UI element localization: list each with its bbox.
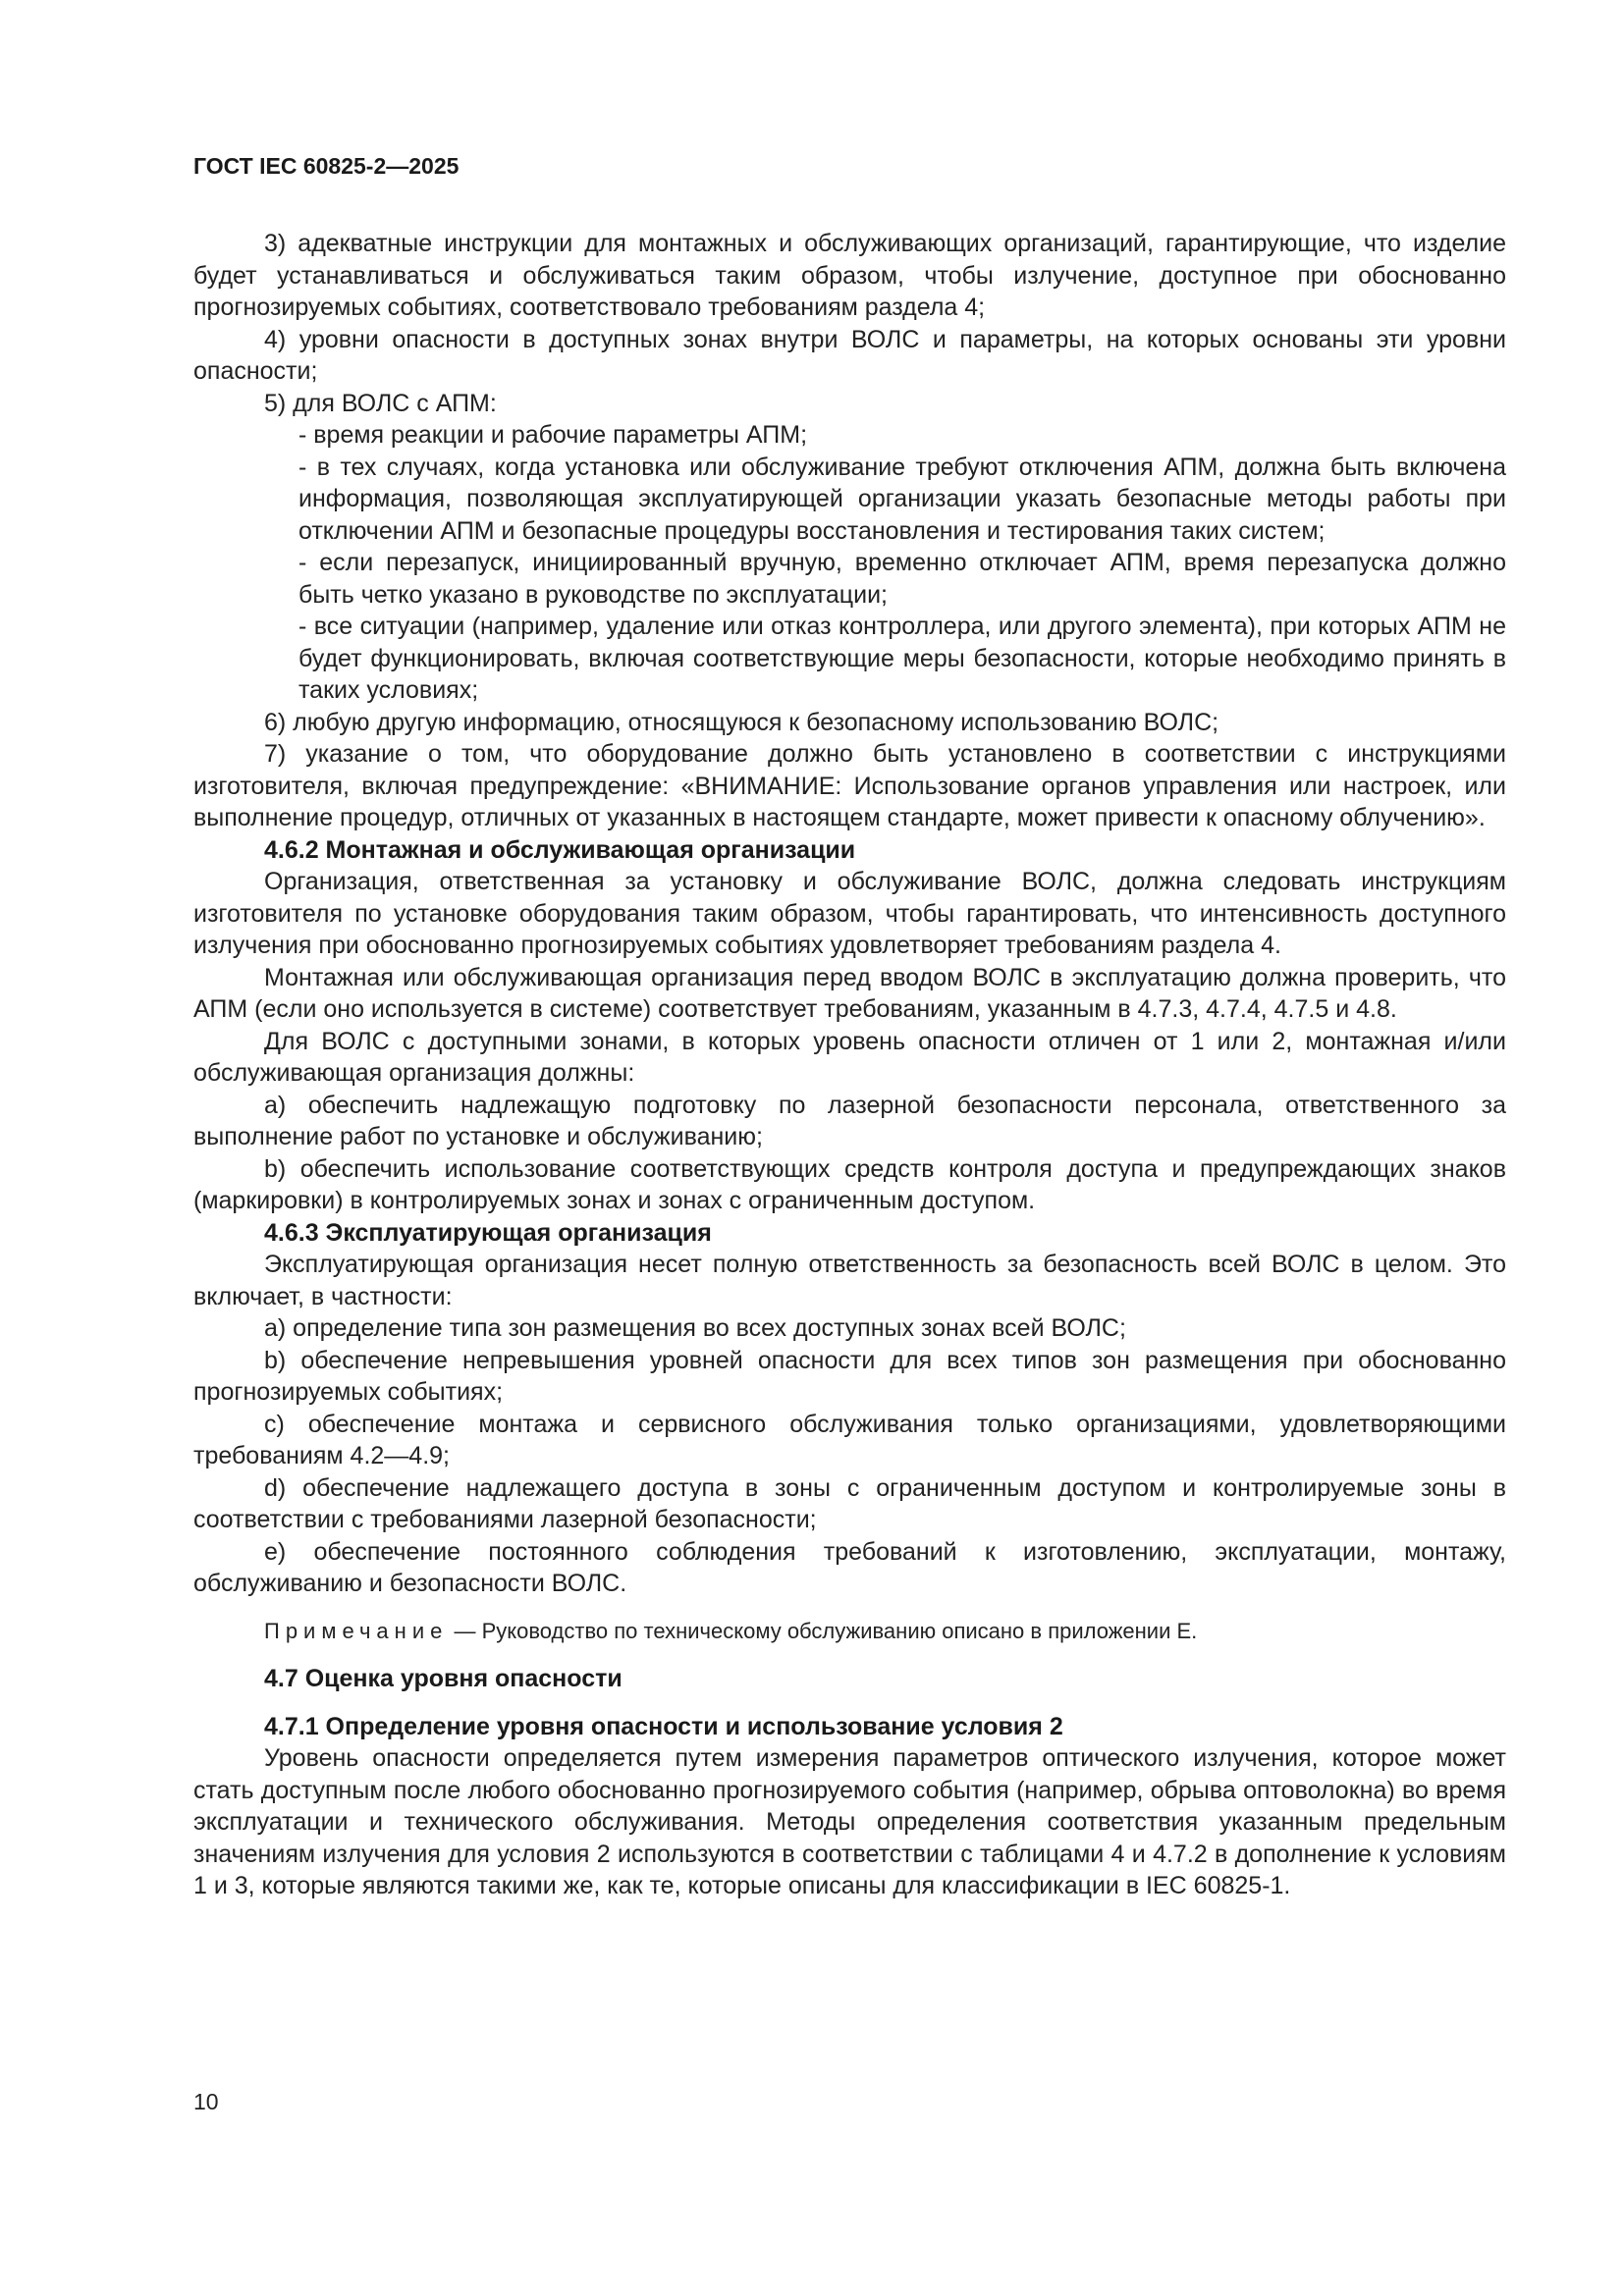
sub-list-item: - время реакции и рабочие параметры АПМ;: [298, 421, 808, 449]
paragraph: Уровень опасности определяется путем измерения параметров оптического излучения, которое может стать доступным после любого обоснованно прогнозируемого события (например, обрыва оптоволокна) во время эксплуатации и технического обслуживания. Методы определения соответствия указанным предельным значениям излучения для условия 2 используются в соответствии с таблицами 4 и 4.7.2 в дополнение к условиям 1 и 3, которые являются такими же, как те, которые описаны для классификации в IEC 60825-1.: [193, 1744, 1506, 1899]
list-item: 3) адекватные инструкции для монтажных и обслуживающих организаций, гарантирующие, что изделие будет устанавливаться и обслуживаться таким образом, чтобы излучение, доступное при обоснованно прогнозируемых событиях, соответствовало требованиям раздела 4;: [193, 230, 1506, 321]
note-text: — Руководство по техническому обслуживанию описано в приложении Е.: [448, 1618, 1198, 1643]
list-item: 4) уровни опасности в доступных зонах внутри ВОЛС и параметры, на которых основаны эти уровни опасности;: [193, 325, 1506, 385]
list-item: 6) любую другую информацию, относящуюся к безопасному использованию ВОЛС;: [264, 708, 1219, 736]
sub-list-item: - если перезапуск, инициированный вручную, временно отключает АПМ, время перезапуска должно быть четко указано в руководстве по эксплуатации;: [298, 549, 1506, 609]
document-id-header: ГОСТ IEC 60825-2—2025: [193, 153, 460, 179]
body-text: [193, 228, 1506, 1902]
list-item: b) обеспечение непревышения уровней опасности для всех типов зон размещения при обоснованно прогнозируемых событиях;: [193, 1346, 1506, 1406]
list-item: а) обеспечить надлежащую подготовку по лазерной безопасности персонала, ответственного за выполнение работ по установке и обслуживанию;: [193, 1091, 1506, 1150]
list-item: 5) для ВОЛС с АПМ:: [264, 389, 497, 417]
sub-list-item: - все ситуации (например, удаление или отказ контроллера, или другого элемента), при которых АПМ не будет функционировать, включая соответствующие меры безопасности, которые необходимо принять в таких условиях;: [298, 613, 1506, 704]
note: [193, 1616, 1506, 1648]
list-item: c) обеспечение монтажа и сервисного обслуживания только организациями, удовлетворяющими требованиям 4.2—4.9;: [193, 1410, 1506, 1469]
note-label: Примечание: [264, 1618, 449, 1643]
list-item: b) обеспечить использование соответствующих средств контроля доступа и предупреждающих знаков (маркировки) в контролируемых зонах и зонах с ограниченным доступом.: [193, 1154, 1506, 1214]
section-heading-4-7-1: 4.7.1 Определение уровня опасности и использование условия 2: [264, 1712, 1063, 1740]
page-number: 10: [193, 2089, 219, 2114]
list-item: а) определение типа зон размещения во всех доступных зонах всей ВОЛС;: [264, 1314, 1126, 1342]
paragraph: Для ВОЛС с доступными зонами, в которых уровень опасности отличен от 1 или 2, монтажная и/или обслуживающая организация должны:: [193, 1027, 1506, 1087]
paragraph: Эксплуатирующая организация несет полную ответственность за безопасность всей ВОЛС в целом. Это включает, в частности:: [193, 1251, 1506, 1310]
paragraph: Монтажная или обслуживающая организация перед вводом ВОЛС в эксплуатацию должна проверить, что АПМ (если оно используется в системе) соответствует требованиям, указанным в 4.7.3, 4.7.4, 4.7.5 и 4.8.: [193, 963, 1506, 1023]
sub-list-item: - в тех случаях, когда установка или обслуживание требуют отключения АПМ, должна быть включена информация, позволяющая эксплуатирующей организации указать безопасные методы работы при отключении АПМ и безопасные процедуры восстановления и тестирования таких систем;: [298, 453, 1506, 545]
list-item: е) обеспечение постоянного соблюдения требований к изготовлению, эксплуатации, монтажу, обслуживанию и безопасности ВОЛС.: [193, 1537, 1506, 1597]
section-heading-4-7: 4.7 Оценка уровня опасности: [264, 1665, 623, 1692]
section-heading-4-6-2: 4.6.2 Монтажная и обслуживающая организации: [264, 835, 856, 864]
list-item: 7) указание о том, что оборудование должно быть установлено в соответствии с инструкциями изготовителя, включая предупреждение: «ВНИМАНИЕ: Использование органов управления или настроек, или выполнение процедур, отличных от указанных в настоящем стандарте, может привести к опасному облучению».: [193, 740, 1506, 831]
paragraph: Организация, ответственная за установку и обслуживание ВОЛС, должна следовать инструкциям изготовителя по установке оборудования таким образом, чтобы гарантировать, что интенсивность доступного излучения при обоснованно прогнозируемых событиях удовлетворяет требованиям раздела 4.: [193, 868, 1506, 959]
section-heading-4-6-3: 4.6.3 Эксплуатирующая организация: [264, 1218, 712, 1247]
list-item: d) обеспечение надлежащего доступа в зоны с ограниченным доступом и контролируемые зоны в соответствии с требованиями лазерной безопасности;: [193, 1473, 1506, 1533]
